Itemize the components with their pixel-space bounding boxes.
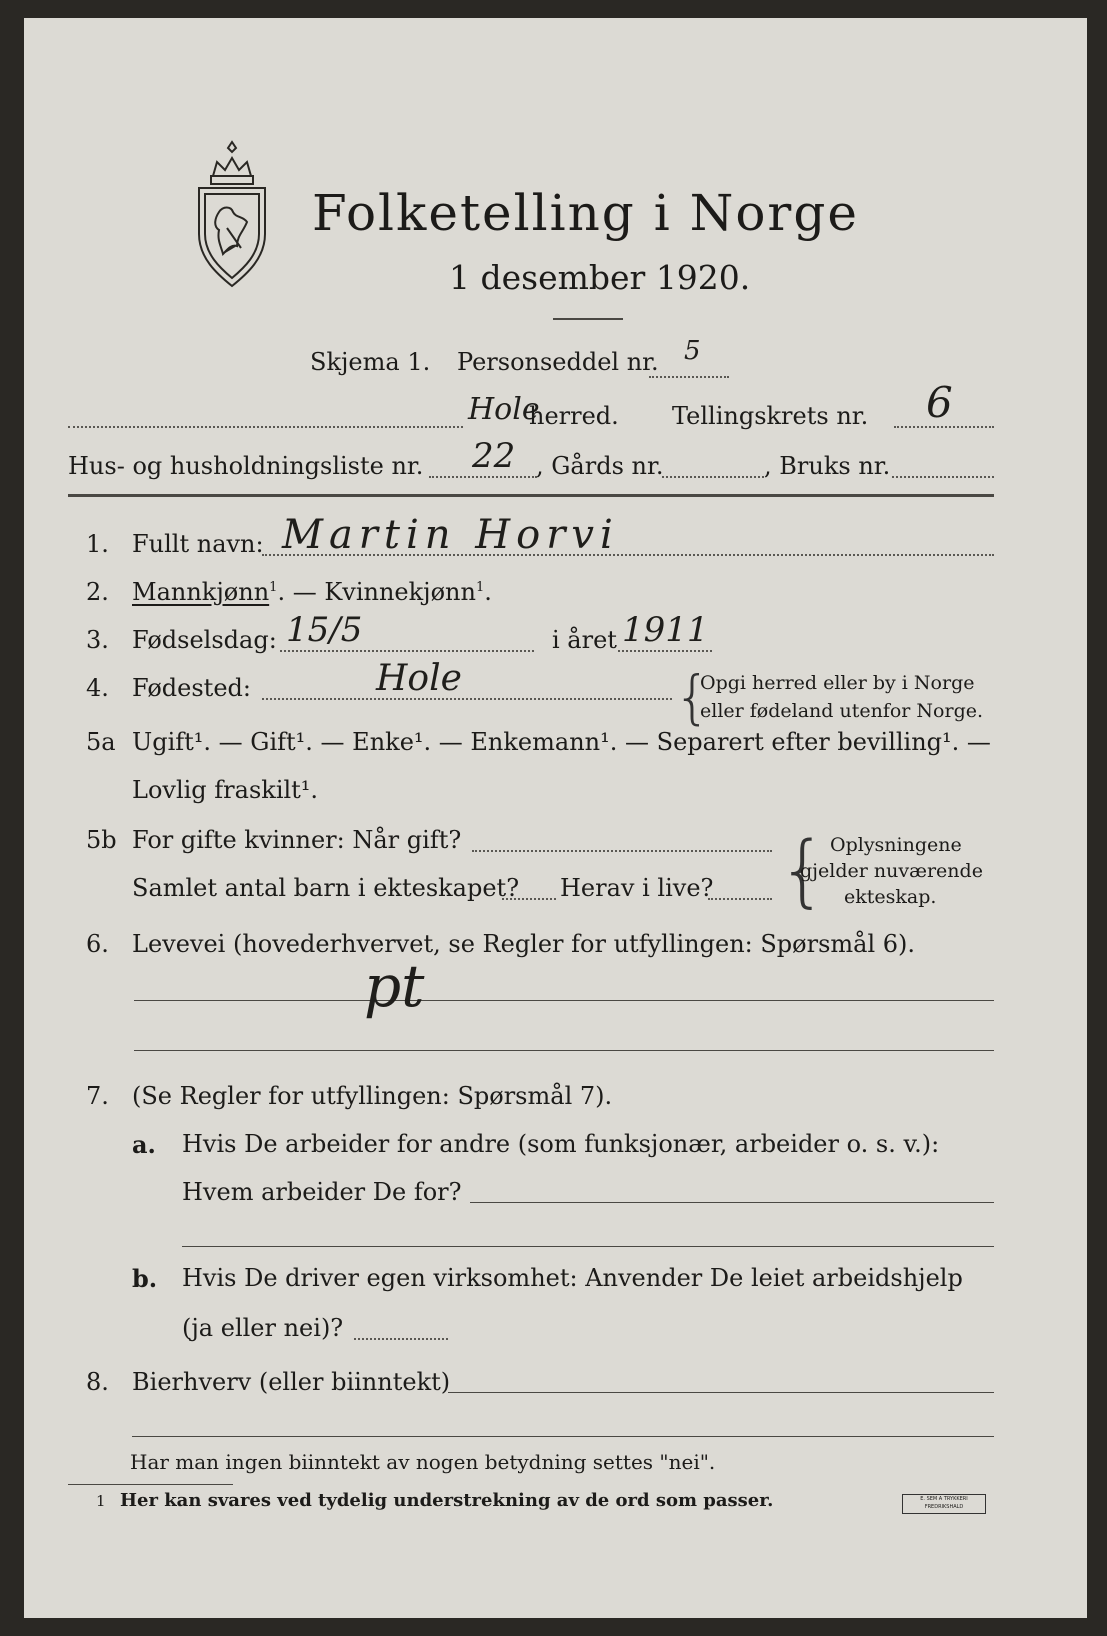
q2-female[interactable]: . — Kvinnekjønn bbox=[277, 578, 476, 606]
q2-end: . bbox=[484, 578, 492, 606]
header-divider bbox=[68, 494, 994, 497]
bruks-field[interactable] bbox=[892, 476, 994, 478]
q2-options: Mannkjønn$^1$. — Kvinnekjønn$^1$. bbox=[132, 578, 492, 606]
personseddel-value: 5 bbox=[684, 336, 701, 366]
q4-label: Fødested: bbox=[132, 674, 251, 702]
q7a-label-2: Hvem arbeider De for? bbox=[182, 1178, 462, 1206]
q6-label: Levevei (hovederhvervet, se Regler for utfyllingen: Spørsmål 6). bbox=[132, 930, 916, 958]
herred-field[interactable] bbox=[68, 426, 463, 428]
q2-number: 2. bbox=[86, 578, 109, 606]
title-divider bbox=[553, 318, 623, 320]
gards-field[interactable] bbox=[662, 476, 764, 478]
bruks-label: , Bruks nr. bbox=[764, 452, 891, 480]
q5b-note-1: Oplysningene bbox=[830, 834, 962, 856]
q3-label: Fødselsdag: bbox=[132, 626, 277, 654]
q8-note: Har man ingen biinntekt av nogen betydning settes "nei". bbox=[130, 1450, 716, 1474]
hus-label: Hus- og husholdningsliste nr. bbox=[68, 452, 424, 480]
q5b-children-label: Samlet antal barn i ekteskapet? bbox=[132, 874, 520, 902]
q7-label: (Se Regler for utfyllingen: Spørsmål 7). bbox=[132, 1082, 613, 1110]
q7b-label-2: (ja eller nei)? bbox=[182, 1314, 344, 1342]
schema-label: Skjema 1. bbox=[310, 348, 431, 376]
footer-divider bbox=[68, 1484, 233, 1485]
form-title: Folketelling i Norge bbox=[312, 184, 859, 242]
q4-note-1: Opgi herred eller by i Norge bbox=[700, 672, 975, 694]
tellingskrets-value: 6 bbox=[926, 378, 953, 427]
q2-male[interactable]: Mannkjønn bbox=[132, 578, 270, 606]
q7a-field[interactable] bbox=[470, 1202, 994, 1203]
q6-line-2[interactable] bbox=[134, 1050, 994, 1051]
q5a-number: 5a bbox=[86, 728, 116, 756]
q1-number: 1. bbox=[86, 530, 109, 558]
q5b-brace: { bbox=[778, 826, 828, 916]
q7a-label: Hvis De arbeider for andre (som funksjonær, arbeider o. s. v.): bbox=[182, 1130, 940, 1158]
q7a-number: a. bbox=[132, 1130, 156, 1159]
q7b-field[interactable] bbox=[354, 1338, 448, 1340]
footnote-number: 1 bbox=[96, 1492, 106, 1510]
q5a-options[interactable]: Ugift¹. — Gift¹. — Enke¹. — Enkemann¹. — Separert efter bevilling¹. — bbox=[132, 728, 991, 756]
q6-number: 6. bbox=[86, 930, 109, 958]
q3-number: 3. bbox=[86, 626, 109, 654]
q6-line-1[interactable] bbox=[134, 1000, 994, 1001]
q5b-note-2: gjelder nuværende bbox=[800, 860, 983, 882]
q5b-married-field[interactable] bbox=[472, 850, 772, 852]
printer-stamp-text: E. SEM A TRYKKERI FREDRIKSHALD bbox=[920, 1496, 968, 1510]
q7b-label: Hvis De driver egen virksomhet: Anvender De leiet arbeidshjelp bbox=[182, 1264, 963, 1292]
q5b-children-field[interactable] bbox=[502, 898, 556, 900]
footnote-text: Her kan svares ved tydelig understrekning av de ord som passer. bbox=[120, 1490, 774, 1511]
q1-value: Martin Horvi bbox=[282, 512, 619, 558]
gards-label: , Gårds nr. bbox=[536, 452, 664, 480]
q4-value: Hole bbox=[376, 658, 462, 699]
personseddel-label: Personseddel nr. bbox=[457, 348, 659, 376]
census-form bbox=[24, 18, 1087, 1618]
q8-field[interactable] bbox=[448, 1392, 994, 1393]
q8-number: 8. bbox=[86, 1368, 109, 1396]
q5b-note-3: ekteskap. bbox=[844, 886, 937, 908]
q6-value: pt bbox=[364, 952, 425, 1020]
q5b-number: 5b bbox=[86, 826, 117, 854]
census-date: 1 desember 1920. bbox=[449, 258, 751, 297]
herred-value: Hole bbox=[468, 392, 540, 427]
q8-field-2[interactable] bbox=[132, 1436, 994, 1437]
q3-value: 15/5 bbox=[286, 610, 363, 650]
q7a-field-2[interactable] bbox=[182, 1246, 994, 1247]
q4-note-2: eller fødeland utenfor Norge. bbox=[700, 700, 984, 722]
q4-number: 4. bbox=[86, 674, 109, 702]
printer-stamp bbox=[902, 1494, 986, 1514]
hus-field[interactable] bbox=[429, 476, 537, 478]
q7b-number: b. bbox=[132, 1264, 158, 1293]
tellingskrets-label: Tellingskrets nr. bbox=[672, 402, 869, 430]
q5a-options-2[interactable]: Lovlig fraskilt¹. bbox=[132, 776, 319, 804]
q5b-label: For gifte kvinner: Når gift? bbox=[132, 826, 462, 854]
q5b-alive-field[interactable] bbox=[708, 898, 772, 900]
q5b-alive-label: Herav i live? bbox=[560, 874, 714, 902]
q3-year-field[interactable] bbox=[618, 650, 712, 652]
q7-number: 7. bbox=[86, 1082, 109, 1110]
herred-label: herred. bbox=[529, 402, 619, 430]
q3-field[interactable] bbox=[280, 650, 534, 652]
q3-year-label: i året bbox=[552, 626, 617, 654]
q4-field[interactable] bbox=[262, 698, 672, 700]
q3-year-value: 1911 bbox=[622, 610, 709, 650]
coat-of-arms-icon bbox=[189, 136, 275, 290]
q1-label: Fullt navn: bbox=[132, 530, 264, 558]
q8-label: Bierhverv (eller biinntekt) bbox=[132, 1368, 451, 1396]
q4-brace: { bbox=[674, 663, 711, 731]
personseddel-field[interactable] bbox=[649, 376, 729, 378]
hus-value: 22 bbox=[472, 436, 516, 476]
